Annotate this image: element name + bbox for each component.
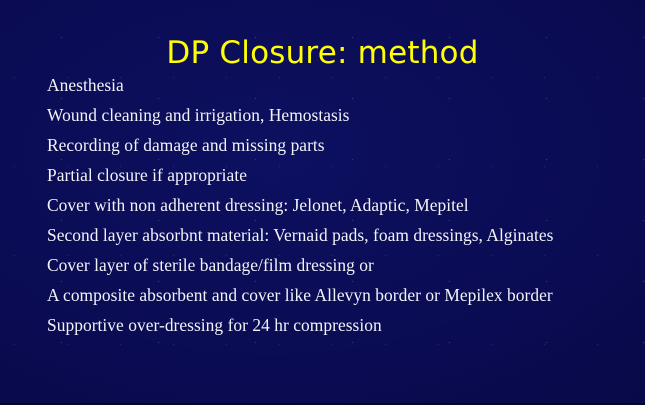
bullet-item: A composite absorbent and cover like Allevyn border or Mepilex border [47, 285, 553, 305]
slide-title: DP Closure: method [166, 34, 479, 71]
bullet-item: Supportive over-dressing for 24 hr compression [47, 315, 382, 335]
bullet-item: Second layer absorbnt material: Vernaid pads, foam dressings, Alginates [47, 225, 554, 245]
slide-bullet-list [47, 70, 629, 340]
bullet-item: Partial closure if appropriate [47, 165, 247, 185]
bullet-item: Cover layer of sterile bandage/film dressing or [47, 255, 374, 275]
bullet-item: Wound cleaning and irrigation, Hemostasis [47, 105, 350, 125]
bullet-item: Anesthesia [47, 75, 124, 95]
bullet-item: Recording of damage and missing parts [47, 135, 325, 155]
bullet-item: Cover with non adherent dressing: Jelonet, Adaptic, Mepitel [47, 195, 469, 215]
